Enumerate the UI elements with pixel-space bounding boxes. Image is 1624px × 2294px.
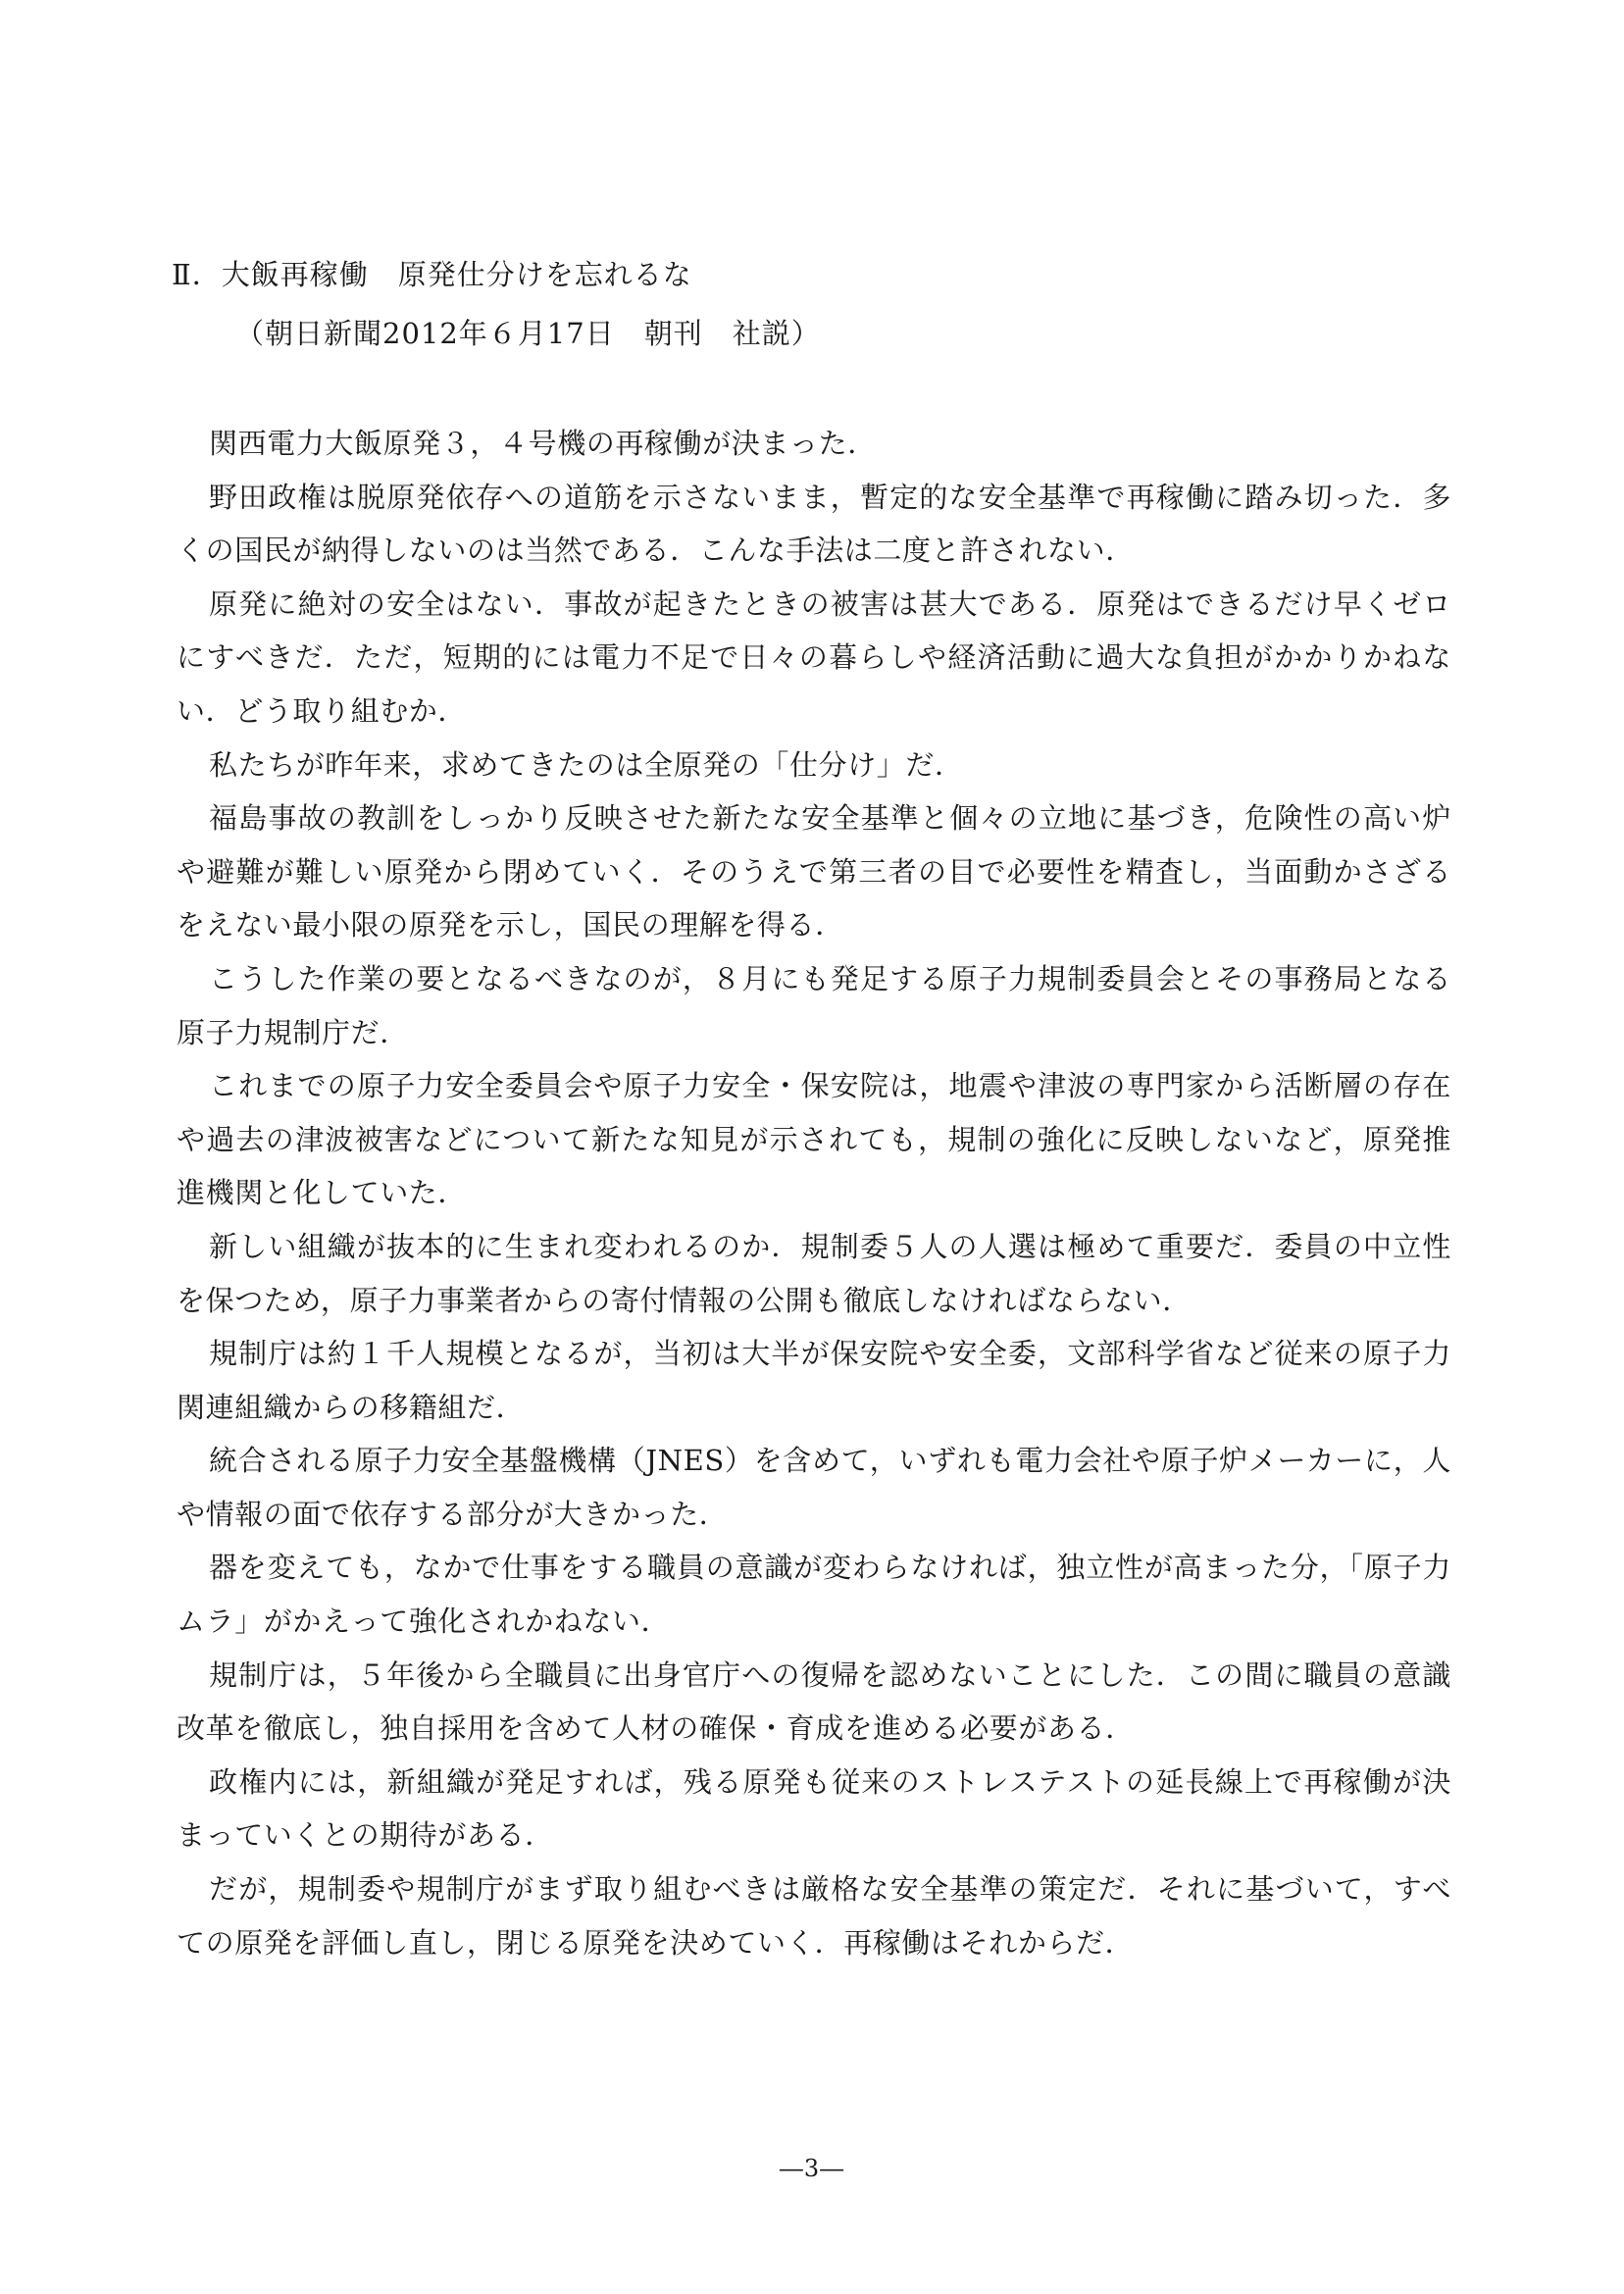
paragraph: 福島事故の教訓をしっかり反映させた新たな安全基準と個々の立地に基づき，危険性の高い炉や避難が難しい原発から閉めていく．そのうえで第三者の目で必要性を精査し，当面動かさざるをえない最小限の原発を示し，国民の理解を得る． bbox=[177, 801, 1451, 943]
paragraph: 原発に絶対の安全はない．事故が起きたときの被害は甚大である．原発はできるだけ早くゼロにすべきだ．ただ，短期的には電力不足で日々の暮らしや経済活動に過大な負担がかかりかねない．どう取り組むか． bbox=[177, 586, 1451, 728]
paragraph: 私たちが昨年来，求めてきたのは全原発の「仕分け」だ． bbox=[209, 747, 964, 782]
page-number: ―3― bbox=[779, 2155, 845, 2182]
paragraph: これまでの原子力安全委員会や原子力安全・保安院は，地震や津波の専門家から活断層の存在や過去の津波被害などについて新たな知見が示されても，規制の強化に反映しないなど，原発推進機関と化していた． bbox=[177, 1069, 1451, 1210]
paragraph: 関西電力大飯原発３，４号機の再稼働が決まった． bbox=[209, 427, 877, 460]
article-body bbox=[177, 417, 1451, 1969]
section-heading: Ⅱ．大飯再稼働 原発仕分けを忘れるな bbox=[172, 258, 692, 291]
paragraph: 政権内には，新組織が発足すれば，残る原発も従来のストレステストの延長線上で再稼働が決まっていくとの期待がある． bbox=[177, 1764, 1451, 1853]
paragraph: 規制庁は，５年後から全職員に出身官庁への復帰を認めないことにした．この間に職員の意識改革を徹底し，独自採用を含めて人材の確保・育成を進める必要がある． bbox=[177, 1657, 1451, 1746]
paragraph: 統合される原子力安全基盤機構（JNES）を含めて，いずれも電力会社や原子炉メーカーに，人や情報の面で依存する部分が大きかった． bbox=[177, 1444, 1451, 1531]
paragraph: 器を変えても，なかで仕事をする職員の意識が変わらなければ，独立性が高まった分，「原子力ムラ」がかえって強化されかねない． bbox=[177, 1551, 1451, 1639]
paragraph: 新しい組織が抜本的に生まれ変われるのか．規制委５人の人選は極めて重要だ．委員の中立性を保つため，原子力事業者からの寄付情報の公開も徹底しなければならない． bbox=[177, 1229, 1451, 1317]
paragraph: 規制庁は約１千人規模となるが，当初は大半が保安院や安全委，文部科学省など従来の原子力関連組織からの移籍組だ． bbox=[177, 1337, 1451, 1424]
paragraph: だが，規制委や規制庁がまず取り組むべきは厳格な安全基準の策定だ．それに基づいて，すべての原発を評価し直し，閉じる原発を決めていく．再稼働はそれからだ． bbox=[177, 1872, 1451, 1960]
source-citation: （朝日新聞2012年６月17日 朝刊 社説） bbox=[235, 317, 821, 350]
paragraph: 野田政権は脱原発依存への道筋を示さないまま，暫定的な安全基準で再稼働に踏み切った．多くの国民が納得しないのは当然である．こんな手法は二度と許されない． bbox=[177, 480, 1451, 568]
paragraph: こうした作業の要となるべきなのが，８月にも発足する原子力規制委員会とその事務局となる原子力規制庁だ． bbox=[177, 961, 1451, 1049]
